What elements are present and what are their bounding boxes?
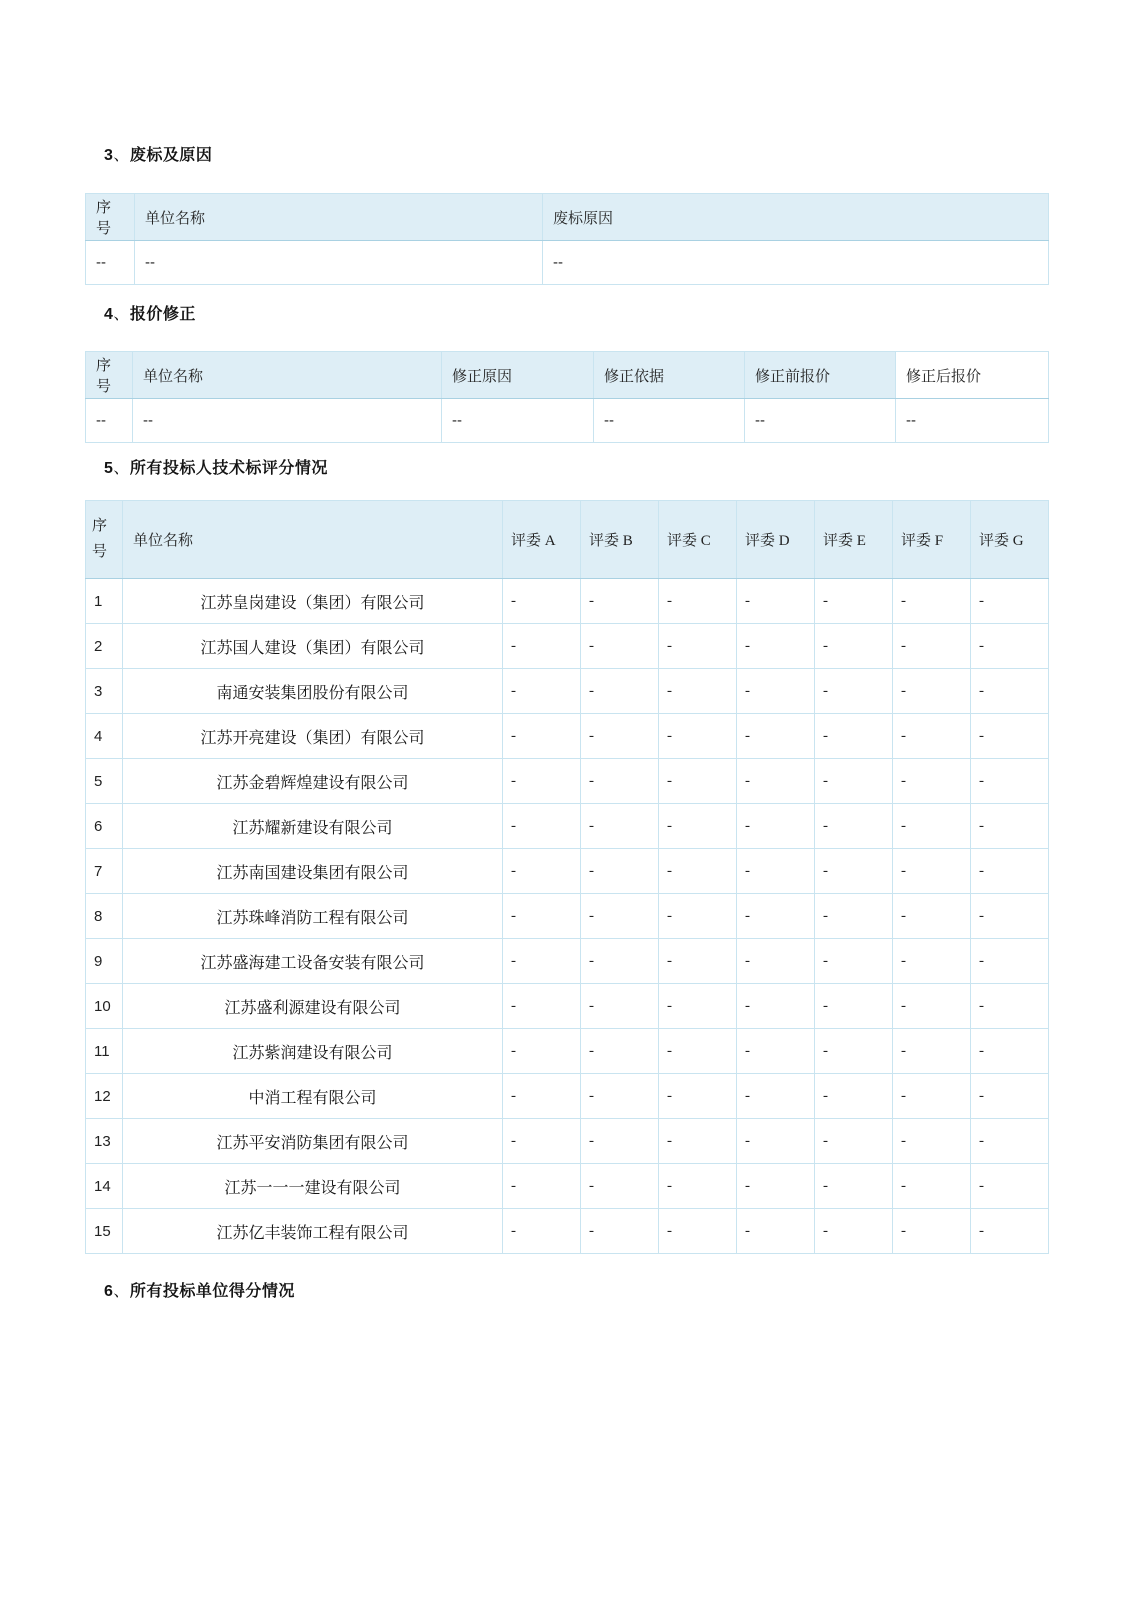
seq-cell: 5 [86,759,123,804]
score-cell: - [503,804,581,849]
score-cell: - [893,939,971,984]
score-cell: - [503,624,581,669]
company-name-cell: 江苏南国建设集团有限公司 [123,849,503,894]
section-number: 4 [104,306,114,323]
score-cell: - [893,669,971,714]
col-header-judge-b: 评委 B [581,501,659,579]
col-header-correction-reason: 修正原因 [442,352,594,399]
score-cell: - [503,849,581,894]
score-cell: - [893,849,971,894]
rejected-bids-table [85,193,1049,285]
score-cell: - [815,1119,893,1164]
score-cell: - [581,1164,659,1209]
seq-cell: 8 [86,894,123,939]
score-cell: - [659,1164,737,1209]
section-title: 所有投标人技术标评分情况 [129,460,328,477]
score-cell: - [893,1029,971,1074]
price-after-cell: -- [896,399,1049,443]
table-row [86,759,1049,804]
company-name-cell: 南通安装集团股份有限公司 [123,669,503,714]
seq-cell: -- [86,241,135,285]
price-before-cell: -- [745,399,896,443]
score-cell: - [737,1074,815,1119]
score-cell: - [815,894,893,939]
score-cell: - [581,1119,659,1164]
score-cell: - [581,894,659,939]
score-cell: - [503,1119,581,1164]
section-title: 所有投标单位得分情况 [129,1283,295,1300]
company-name-cell: 江苏盛利源建设有限公司 [123,984,503,1029]
table-row [86,624,1049,669]
score-cell: - [815,714,893,759]
score-cell: - [581,849,659,894]
col-header-judge-a: 评委 A [503,501,581,579]
section-heading-rejected-bids [104,142,212,165]
section-heading-score-summary [104,1278,295,1301]
seq-cell: 11 [86,1029,123,1074]
company-name-cell: 江苏紫润建设有限公司 [123,1029,503,1074]
score-cell: - [737,669,815,714]
score-cell: - [893,804,971,849]
score-cell: - [737,984,815,1029]
table-row [86,939,1049,984]
score-cell: - [971,894,1049,939]
section-heading-technical-scores [104,455,328,478]
col-header-company: 单位名称 [135,194,543,241]
reject-reason-cell: -- [543,241,1049,285]
table-header-row [86,194,1049,241]
seq-cell: 15 [86,1209,123,1254]
seq-cell: 3 [86,669,123,714]
score-cell: - [503,1029,581,1074]
score-cell: - [659,849,737,894]
score-cell: - [971,759,1049,804]
table-row [86,984,1049,1029]
score-cell: - [971,849,1049,894]
score-cell: - [971,1029,1049,1074]
seq-cell: 7 [86,849,123,894]
score-cell: - [971,669,1049,714]
score-cell: - [971,1164,1049,1209]
price-correction-table [85,351,1049,443]
section-heading-price-correction [104,301,196,324]
table-row [86,1029,1049,1074]
col-header-company: 单位名称 [133,352,442,399]
score-cell: - [815,849,893,894]
score-cell: - [659,804,737,849]
seq-cell: 2 [86,624,123,669]
score-cell: - [503,1164,581,1209]
seq-cell: 6 [86,804,123,849]
score-cell: - [581,669,659,714]
score-cell: - [971,714,1049,759]
company-name-cell: 江苏盛海建工设备安装有限公司 [123,939,503,984]
col-header-seq: 序号 [86,352,133,399]
score-cell: - [893,714,971,759]
score-cell: - [893,624,971,669]
correction-reason-cell: -- [442,399,594,443]
score-cell: - [737,1164,815,1209]
score-cell: - [503,939,581,984]
score-cell: - [815,1209,893,1254]
score-cell: - [503,1074,581,1119]
score-cell: - [815,1074,893,1119]
col-header-company: 单位名称 [123,501,503,579]
table-row [86,714,1049,759]
company-name-cell: 江苏一一一建设有限公司 [123,1164,503,1209]
score-cell: - [737,894,815,939]
score-cell: - [503,714,581,759]
score-cell: - [737,1119,815,1164]
col-header-seq: 序号 [86,501,123,579]
table-row [86,669,1049,714]
score-cell: - [815,669,893,714]
section-title: 废标及原因 [129,147,213,164]
score-cell: - [659,759,737,804]
score-cell: - [503,759,581,804]
section-number: 6 [104,1283,114,1300]
table-row [86,849,1049,894]
section-title: 报价修正 [129,306,196,323]
col-header-judge-g: 评委 G [971,501,1049,579]
company-cell: -- [135,241,543,285]
score-cell: - [503,579,581,624]
score-cell: - [893,1209,971,1254]
section-separator: 、 [113,460,130,477]
seq-cell: 9 [86,939,123,984]
score-cell: - [815,1164,893,1209]
score-cell: - [737,849,815,894]
col-header-judge-e: 评委 E [815,501,893,579]
section-separator: 、 [113,147,130,164]
score-cell: - [815,759,893,804]
score-cell: - [659,1029,737,1074]
score-cell: - [737,624,815,669]
score-cell: - [737,804,815,849]
technical-scores-table [85,500,1049,1254]
score-cell: - [815,984,893,1029]
score-cell: - [581,1074,659,1119]
score-cell: - [737,1029,815,1074]
score-cell: - [971,1074,1049,1119]
score-cell: - [659,939,737,984]
company-cell: -- [133,399,442,443]
score-cell: - [737,939,815,984]
score-cell: - [971,1119,1049,1164]
company-name-cell: 江苏耀新建设有限公司 [123,804,503,849]
company-name-cell: 江苏皇岗建设（集团）有限公司 [123,579,503,624]
score-cell: - [737,579,815,624]
company-name-cell: 中消工程有限公司 [123,1074,503,1119]
score-cell: - [503,1209,581,1254]
section-separator: 、 [113,1283,130,1300]
seq-cell: 4 [86,714,123,759]
col-header-correction-basis: 修正依据 [594,352,745,399]
score-cell: - [581,1209,659,1254]
score-cell: - [971,804,1049,849]
company-name-cell: 江苏平安消防集团有限公司 [123,1119,503,1164]
company-name-cell: 江苏开亮建设（集团）有限公司 [123,714,503,759]
score-cell: - [581,714,659,759]
company-name-cell: 江苏珠峰消防工程有限公司 [123,894,503,939]
score-cell: - [503,669,581,714]
score-cell: - [659,1209,737,1254]
table-header-row [86,352,1049,399]
col-header-judge-d: 评委 D [737,501,815,579]
score-cell: - [659,714,737,759]
score-cell: - [737,759,815,804]
score-cell: - [893,1119,971,1164]
score-cell: - [581,1029,659,1074]
table-row [86,804,1049,849]
seq-cell: 13 [86,1119,123,1164]
table-row [86,399,1049,443]
section-number: 5 [104,460,114,477]
col-header-reject-reason: 废标原因 [543,194,1049,241]
table-header-row [86,501,1049,579]
score-cell: - [893,984,971,1029]
score-cell: - [659,1119,737,1164]
table-row [86,1074,1049,1119]
score-cell: - [581,939,659,984]
score-cell: - [815,579,893,624]
table-row [86,1164,1049,1209]
col-header-price-after: 修正后报价 [896,352,1049,399]
score-cell: - [737,1209,815,1254]
score-cell: - [737,714,815,759]
score-cell: - [581,984,659,1029]
company-name-cell: 江苏国人建设（集团）有限公司 [123,624,503,669]
seq-cell: -- [86,399,133,443]
score-cell: - [659,1074,737,1119]
score-cell: - [971,939,1049,984]
table-row [86,579,1049,624]
score-cell: - [893,1164,971,1209]
company-name-cell: 江苏亿丰装饰工程有限公司 [123,1209,503,1254]
company-name-cell: 江苏金碧辉煌建设有限公司 [123,759,503,804]
score-cell: - [815,939,893,984]
table-row [86,1119,1049,1164]
seq-cell: 1 [86,579,123,624]
seq-cell: 10 [86,984,123,1029]
col-header-judge-f: 评委 F [893,501,971,579]
col-header-price-before: 修正前报价 [745,352,896,399]
score-cell: - [815,804,893,849]
score-cell: - [971,1209,1049,1254]
seq-cell: 12 [86,1074,123,1119]
score-cell: - [971,579,1049,624]
score-cell: - [971,984,1049,1029]
correction-basis-cell: -- [594,399,745,443]
score-cell: - [893,579,971,624]
table-row [86,894,1049,939]
score-cell: - [659,984,737,1029]
seq-cell: 14 [86,1164,123,1209]
score-cell: - [581,579,659,624]
score-cell: - [503,984,581,1029]
score-cell: - [659,624,737,669]
section-number: 3 [104,147,114,164]
table-row [86,241,1049,285]
score-cell: - [893,759,971,804]
score-cell: - [815,624,893,669]
score-cell: - [815,1029,893,1074]
score-cell: - [659,669,737,714]
table-row [86,1209,1049,1254]
score-cell: - [659,894,737,939]
col-header-seq: 序号 [86,194,135,241]
col-header-judge-c: 评委 C [659,501,737,579]
score-cell: - [659,579,737,624]
score-cell: - [893,894,971,939]
score-cell: - [971,624,1049,669]
score-cell: - [503,894,581,939]
score-cell: - [581,804,659,849]
section-separator: 、 [113,306,130,323]
score-cell: - [893,1074,971,1119]
score-cell: - [581,624,659,669]
score-cell: - [581,759,659,804]
